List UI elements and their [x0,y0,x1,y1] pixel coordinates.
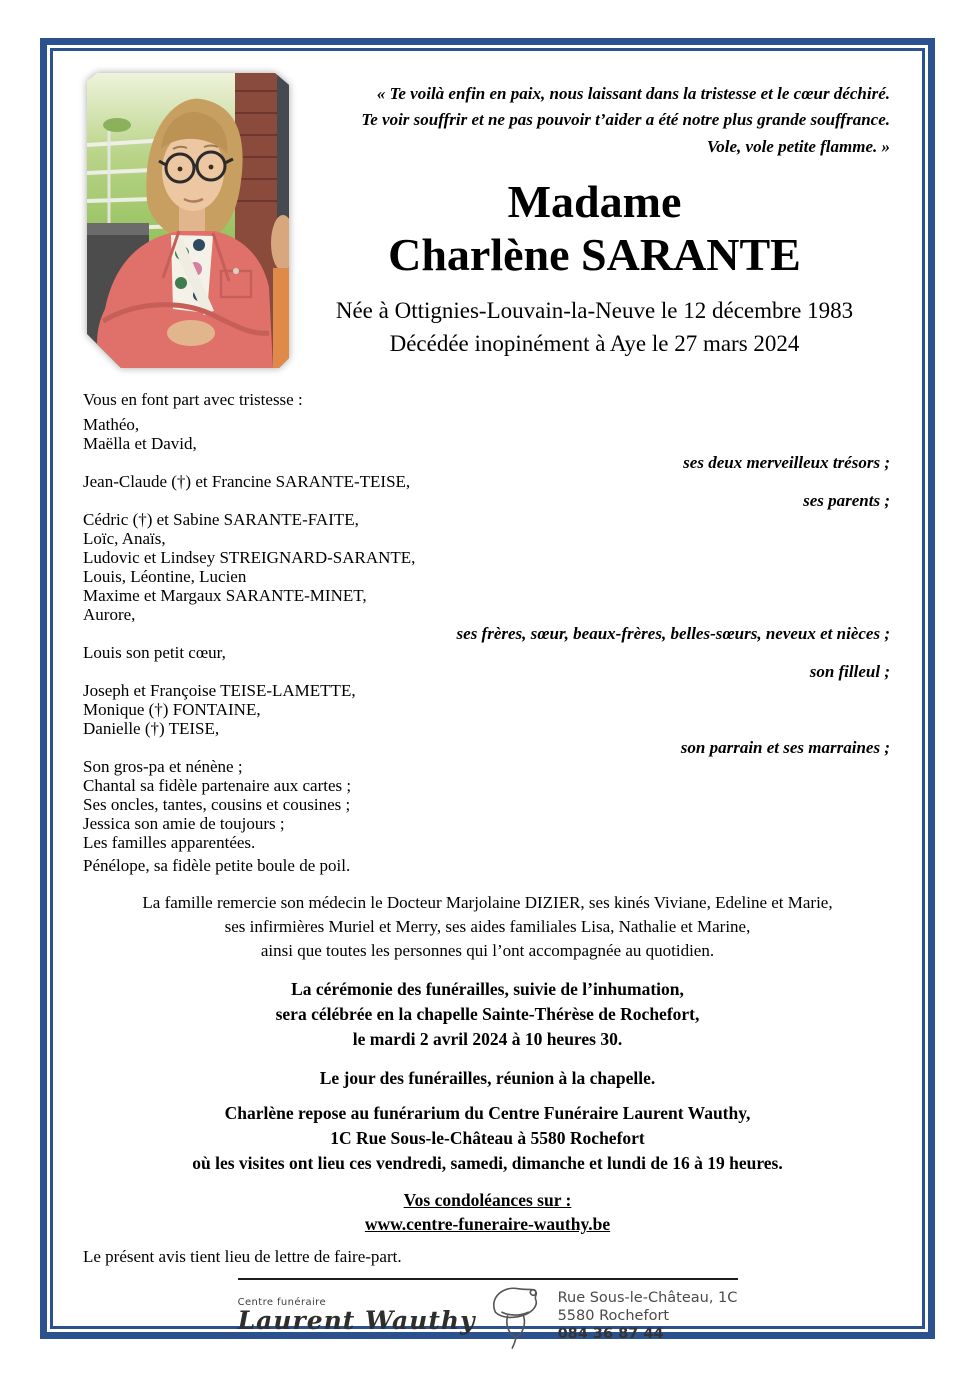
condolences-section [83,1188,892,1236]
death-line: Décédée inopinément à Aye le 27 mars 2024 [389,331,800,357]
thanks-paragraph [83,891,892,963]
announcement-line: Jean-Claude (†) et Francine SARANTE-TEISE, [83,472,411,491]
ceremony-line: sera célébrée en la chapelle Sainte-Thérèse de Rochefort, [275,1004,700,1024]
portrait-photo [87,73,289,368]
announcement-line: Cédric (†) et Sabine SARANTE-FAITE, [83,510,359,529]
announcement-line: ses parents ; [803,491,890,510]
title-prefix: Madame [507,176,682,228]
deceased-name: Charlène SARANTE [388,228,801,280]
announcement-line: ses deux merveilleux trésors ; [683,453,890,472]
thanks-line: ses infirmières Muriel et Merry, ses aides familiales Lisa, Nathalie et Marine, [224,917,751,936]
decorative-inner-frame [50,48,925,1343]
deceased-title [297,176,892,282]
announcement-line: Son gros-pa et nénène ; [83,757,243,776]
funeral-home-footer [83,1284,892,1348]
footer-divider [238,1278,738,1280]
announcement-line: Aurore, [83,605,136,624]
announcement-line: Ludovic et Lindsey STREIGNARD-SARANTE, [83,548,416,567]
decorative-outer-frame [40,38,935,1343]
life-dates [297,294,892,361]
repose-line: Charlène repose au funérarium du Centre Funéraire Laurent Wauthy, [224,1103,751,1123]
page-content [59,57,916,1343]
reunion-note: Le jour des funérailles, réunion à la chapelle. [319,1068,656,1088]
header-section [83,73,892,368]
portrait-illustration [87,73,289,368]
announcement-line: son filleul ; [809,662,890,681]
announcement-line: Les familles apparentées. [83,833,256,852]
announcement-line: Maxime et Margaux SARANTE-MINET, [83,586,367,605]
brand-tagline: Centre funéraire [237,1297,327,1308]
address-city: 5580 Rochefort [557,1307,670,1324]
ceremony-line: La cérémonie des funérailles, suivie de l’inhumation, [291,979,684,999]
announcement-intro: Vous en font part avec tristesse : [83,390,303,409]
brand-name: Laurent Wauthy [237,1306,476,1335]
announcement-line: son parrain et ses marraines ; [680,738,890,757]
funeral-home-brand [238,1297,476,1335]
announcement-line: Pénélope, sa fidèle petite boule de poil. [83,856,351,875]
ceremony-line: le mardi 2 avril 2024 à 10 heures 30. [352,1029,623,1049]
condolences-label: Vos condoléances sur : [403,1190,572,1210]
announcement-line: Maëlla et David, [83,434,197,453]
family-announcement-section [83,390,892,875]
phone-number: 084 36 87 44 [557,1326,664,1343]
faire-part-notice: Le présent avis tient lieu de lettre de faire-part. [83,1247,402,1266]
repose-line: 1C Rue Sous-le-Château à 5580 Rochefort [330,1128,645,1148]
announcement-line: Louis, Léontine, Lucien [83,567,247,586]
announcement-line: Monique (†) FONTAINE, [83,700,261,719]
announcement-line: Joseph et Françoise TEISE-LAMETTE, [83,681,356,700]
announcement-line: Mathéo, [83,415,140,434]
portrait-photo-clip [87,73,289,368]
announcement-line: Loïc, Anaïs, [83,529,166,548]
calla-lily-icon [488,1284,546,1348]
condolences-website-link[interactable]: www.centre-funeraire-wauthy.be [364,1214,611,1234]
thanks-line: La famille remercie son médecin le Docteur Marjolaine DIZIER, ses kinés Viviane, Edeline et Marie, [142,893,833,912]
address-street: Rue Sous-le-Château, 1C [557,1289,738,1306]
quote-line: Vole, vole petite flamme. » [706,136,890,156]
announcement-line: Danielle (†) TEISE, [83,719,220,738]
ceremony-details [83,977,892,1052]
funeral-home-address [558,1289,738,1343]
quote-line: Te voir souffrir et ne pas pouvoir t’aider a été notre plus grande souffrance. [361,110,890,130]
announcement-line: ses frères, sœur, beaux-frères, belles-sœurs, neveux et nièces ; [456,624,890,643]
announcement-line: Jessica son amie de toujours ; [83,814,285,833]
family-announcement-list [83,415,892,875]
announcement-line: Ses oncles, tantes, cousins et cousines ; [83,795,351,814]
repose-details [83,1101,892,1176]
header-text-column [289,73,892,368]
announcement-line: Louis son petit cœur, [83,643,226,662]
thanks-line: ainsi que toutes les personnes qui l’ont accompagnée au quotidien. [260,941,715,960]
repose-line: où les visites ont lieu ces vendredi, samedi, dimanche et lundi de 16 à 19 heures. [192,1153,783,1173]
announcement-line: Chantal sa fidèle partenaire aux cartes ; [83,776,352,795]
memorial-quote [297,81,892,160]
quote-line: « Te voilà enfin en paix, nous laissant dans la tristesse et le cœur déchiré. [376,84,890,103]
birth-line: Née à Ottignies-Louvain-la-Neuve le 12 décembre 1983 [335,297,854,323]
